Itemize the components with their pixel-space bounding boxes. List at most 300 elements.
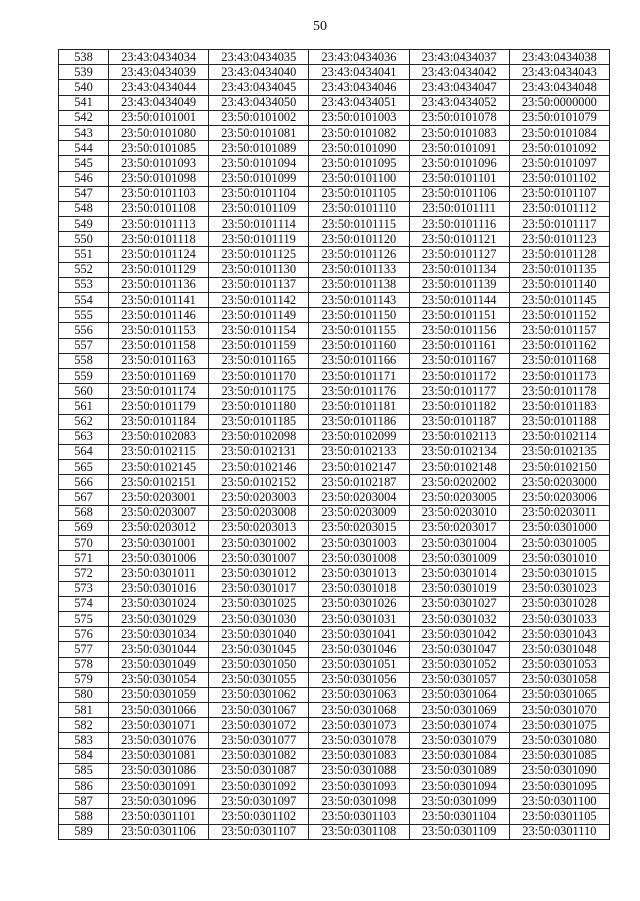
cadastral-codes-table bbox=[58, 49, 610, 840]
code-cell: 23:50:0101090 bbox=[309, 141, 409, 156]
code-cell: 23:50:0101092 bbox=[509, 141, 609, 156]
code-cell: 23:50:0101163 bbox=[109, 353, 209, 368]
code-cell: 23:50:0101114 bbox=[209, 217, 309, 232]
row-number-cell: 582 bbox=[59, 718, 109, 733]
code-cell: 23:50:0301073 bbox=[309, 718, 409, 733]
table-row bbox=[59, 703, 610, 718]
code-cell: 23:50:0101085 bbox=[109, 141, 209, 156]
code-cell: 23:50:0301067 bbox=[209, 703, 309, 718]
code-cell: 23:43:0434042 bbox=[409, 65, 509, 80]
row-number-cell: 541 bbox=[59, 95, 109, 110]
code-cell: 23:50:0101095 bbox=[309, 156, 409, 171]
code-cell: 23:50:0101158 bbox=[109, 338, 209, 353]
row-number-cell: 578 bbox=[59, 657, 109, 672]
table-row bbox=[59, 627, 610, 642]
code-cell: 23:50:0101174 bbox=[109, 384, 209, 399]
row-number-cell: 559 bbox=[59, 368, 109, 383]
code-cell: 23:50:0101117 bbox=[509, 217, 609, 232]
code-cell: 23:50:0101116 bbox=[409, 217, 509, 232]
code-cell: 23:50:0301041 bbox=[309, 627, 409, 642]
code-cell: 23:43:0434045 bbox=[209, 80, 309, 95]
table-row bbox=[59, 809, 610, 824]
table-row bbox=[59, 505, 610, 520]
code-cell: 23:50:0101101 bbox=[409, 171, 509, 186]
code-cell: 23:50:0101161 bbox=[409, 338, 509, 353]
code-cell: 23:50:0203012 bbox=[109, 520, 209, 535]
code-cell: 23:50:0301063 bbox=[309, 687, 409, 702]
row-number-cell: 567 bbox=[59, 490, 109, 505]
table-row bbox=[59, 293, 610, 308]
code-cell: 23:50:0101096 bbox=[409, 156, 509, 171]
code-cell: 23:50:0301017 bbox=[209, 581, 309, 596]
row-number-cell: 564 bbox=[59, 444, 109, 459]
row-number-cell: 588 bbox=[59, 809, 109, 824]
code-cell: 23:50:0102083 bbox=[109, 429, 209, 444]
code-cell: 23:50:0101127 bbox=[409, 247, 509, 262]
code-cell: 23:50:0102151 bbox=[109, 475, 209, 490]
code-cell: 23:50:0301034 bbox=[109, 627, 209, 642]
code-cell: 23:50:0301029 bbox=[109, 611, 209, 626]
code-cell: 23:50:0101139 bbox=[409, 277, 509, 292]
row-number-cell: 542 bbox=[59, 110, 109, 125]
table-row bbox=[59, 65, 610, 80]
code-cell: 23:50:0301003 bbox=[309, 536, 409, 551]
table-row bbox=[59, 672, 610, 687]
code-cell: 23:50:0101081 bbox=[209, 125, 309, 140]
code-cell: 23:50:0301074 bbox=[409, 718, 509, 733]
code-cell: 23:50:0102145 bbox=[109, 460, 209, 475]
row-number-cell: 569 bbox=[59, 520, 109, 535]
code-cell: 23:50:0301005 bbox=[509, 536, 609, 551]
code-cell: 23:43:0434034 bbox=[109, 50, 209, 65]
code-cell: 23:50:0301085 bbox=[509, 748, 609, 763]
code-cell: 23:50:0301068 bbox=[309, 703, 409, 718]
table-row bbox=[59, 125, 610, 140]
table-row bbox=[59, 536, 610, 551]
code-cell: 23:50:0301033 bbox=[509, 611, 609, 626]
code-cell: 23:50:0101188 bbox=[509, 414, 609, 429]
row-number-cell: 545 bbox=[59, 156, 109, 171]
code-cell: 23:50:0301081 bbox=[109, 748, 209, 763]
code-cell: 23:50:0301069 bbox=[409, 703, 509, 718]
row-number-cell: 577 bbox=[59, 642, 109, 657]
table-row bbox=[59, 566, 610, 581]
code-cell: 23:50:0101102 bbox=[509, 171, 609, 186]
code-cell: 23:50:0203017 bbox=[409, 520, 509, 535]
table-row bbox=[59, 596, 610, 611]
code-cell: 23:50:0101115 bbox=[309, 217, 409, 232]
code-cell: 23:43:0434048 bbox=[509, 80, 609, 95]
code-cell: 23:50:0101138 bbox=[309, 277, 409, 292]
row-number-cell: 566 bbox=[59, 475, 109, 490]
code-cell: 23:50:0301044 bbox=[109, 642, 209, 657]
table-row bbox=[59, 414, 610, 429]
code-cell: 23:50:0101118 bbox=[109, 232, 209, 247]
code-cell: 23:50:0301095 bbox=[509, 779, 609, 794]
code-cell: 23:50:0101184 bbox=[109, 414, 209, 429]
code-cell: 23:50:0301087 bbox=[209, 763, 309, 778]
code-cell: 23:50:0101104 bbox=[209, 186, 309, 201]
code-cell: 23:50:0301093 bbox=[309, 779, 409, 794]
code-cell: 23:43:0434044 bbox=[109, 80, 209, 95]
table-row bbox=[59, 490, 610, 505]
code-cell: 23:50:0101128 bbox=[509, 247, 609, 262]
code-cell: 23:50:0101121 bbox=[409, 232, 509, 247]
code-cell: 23:50:0101097 bbox=[509, 156, 609, 171]
code-cell: 23:50:0101136 bbox=[109, 277, 209, 292]
code-cell: 23:50:0202002 bbox=[409, 475, 509, 490]
code-cell: 23:50:0301056 bbox=[309, 672, 409, 687]
code-cell: 23:50:0101083 bbox=[409, 125, 509, 140]
code-cell: 23:50:0301043 bbox=[509, 627, 609, 642]
code-cell: 23:43:0434037 bbox=[409, 50, 509, 65]
code-cell: 23:50:0102115 bbox=[109, 444, 209, 459]
code-cell: 23:50:0301008 bbox=[309, 551, 409, 566]
code-cell: 23:50:0101089 bbox=[209, 141, 309, 156]
code-cell: 23:50:0101162 bbox=[509, 338, 609, 353]
code-cell: 23:50:0301024 bbox=[109, 596, 209, 611]
code-cell: 23:50:0301000 bbox=[509, 520, 609, 535]
table-row bbox=[59, 232, 610, 247]
code-cell: 23:50:0301052 bbox=[409, 657, 509, 672]
row-number-cell: 580 bbox=[59, 687, 109, 702]
code-cell: 23:43:0434036 bbox=[309, 50, 409, 65]
code-cell: 23:50:0101003 bbox=[309, 110, 409, 125]
code-cell: 23:50:0203006 bbox=[509, 490, 609, 505]
code-cell: 23:43:0434052 bbox=[409, 95, 509, 110]
code-cell: 23:50:0101098 bbox=[109, 171, 209, 186]
code-cell: 23:50:0101155 bbox=[309, 323, 409, 338]
code-cell: 23:43:0434047 bbox=[409, 80, 509, 95]
code-cell: 23:43:0434049 bbox=[109, 95, 209, 110]
code-cell: 23:50:0301064 bbox=[409, 687, 509, 702]
table-row bbox=[59, 323, 610, 338]
code-cell: 23:50:0203001 bbox=[109, 490, 209, 505]
code-cell: 23:50:0101183 bbox=[509, 399, 609, 414]
code-cell: 23:50:0301042 bbox=[409, 627, 509, 642]
row-number-cell: 579 bbox=[59, 672, 109, 687]
code-cell: 23:50:0301108 bbox=[309, 824, 409, 839]
code-cell: 23:50:0301104 bbox=[409, 809, 509, 824]
code-cell: 23:50:0301047 bbox=[409, 642, 509, 657]
code-cell: 23:50:0203000 bbox=[509, 475, 609, 490]
table-row bbox=[59, 718, 610, 733]
row-number-cell: 571 bbox=[59, 551, 109, 566]
code-cell: 23:50:0203008 bbox=[209, 505, 309, 520]
code-cell: 23:50:0301082 bbox=[209, 748, 309, 763]
code-cell: 23:50:0301019 bbox=[409, 581, 509, 596]
code-cell: 23:50:0101154 bbox=[209, 323, 309, 338]
code-cell: 23:43:0434039 bbox=[109, 65, 209, 80]
row-number-cell: 584 bbox=[59, 748, 109, 763]
code-cell: 23:50:0102146 bbox=[209, 460, 309, 475]
table-row bbox=[59, 384, 610, 399]
row-number-cell: 553 bbox=[59, 277, 109, 292]
table-row bbox=[59, 399, 610, 414]
code-cell: 23:50:0101109 bbox=[209, 201, 309, 216]
code-cell: 23:50:0101079 bbox=[509, 110, 609, 125]
table-row bbox=[59, 186, 610, 201]
code-cell: 23:50:0301109 bbox=[409, 824, 509, 839]
code-cell: 23:50:0301050 bbox=[209, 657, 309, 672]
code-cell: 23:50:0101168 bbox=[509, 353, 609, 368]
code-cell: 23:50:0101119 bbox=[209, 232, 309, 247]
code-cell: 23:50:0102147 bbox=[309, 460, 409, 475]
code-cell: 23:50:0101143 bbox=[309, 293, 409, 308]
row-number-cell: 581 bbox=[59, 703, 109, 718]
code-cell: 23:50:0101099 bbox=[209, 171, 309, 186]
code-cell: 23:50:0102099 bbox=[309, 429, 409, 444]
code-cell: 23:50:0301031 bbox=[309, 611, 409, 626]
table-row bbox=[59, 156, 610, 171]
code-cell: 23:50:0301011 bbox=[109, 566, 209, 581]
code-cell: 23:50:0101110 bbox=[309, 201, 409, 216]
code-cell: 23:50:0301040 bbox=[209, 627, 309, 642]
code-cell: 23:50:0101100 bbox=[309, 171, 409, 186]
row-number-cell: 550 bbox=[59, 232, 109, 247]
row-number-cell: 540 bbox=[59, 80, 109, 95]
row-number-cell: 575 bbox=[59, 611, 109, 626]
code-cell: 23:50:0101094 bbox=[209, 156, 309, 171]
code-cell: 23:50:0101146 bbox=[109, 308, 209, 323]
code-cell: 23:50:0301032 bbox=[409, 611, 509, 626]
code-cell: 23:50:0101140 bbox=[509, 277, 609, 292]
code-cell: 23:50:0101133 bbox=[309, 262, 409, 277]
code-cell: 23:50:0301013 bbox=[309, 566, 409, 581]
table-row bbox=[59, 171, 610, 186]
code-cell: 23:50:0301079 bbox=[409, 733, 509, 748]
code-cell: 23:50:0101125 bbox=[209, 247, 309, 262]
code-cell: 23:50:0301071 bbox=[109, 718, 209, 733]
code-cell: 23:50:0102150 bbox=[509, 460, 609, 475]
table-row bbox=[59, 794, 610, 809]
row-number-cell: 586 bbox=[59, 779, 109, 794]
code-cell: 23:50:0101175 bbox=[209, 384, 309, 399]
code-cell: 23:50:0301100 bbox=[509, 794, 609, 809]
code-cell: 23:43:0434035 bbox=[209, 50, 309, 65]
table-row bbox=[59, 217, 610, 232]
table-body bbox=[59, 50, 610, 840]
code-cell: 23:50:0203010 bbox=[409, 505, 509, 520]
code-cell: 23:50:0101166 bbox=[309, 353, 409, 368]
code-cell: 23:50:0203005 bbox=[409, 490, 509, 505]
code-cell: 23:50:0301070 bbox=[509, 703, 609, 718]
code-cell: 23:50:0301097 bbox=[209, 794, 309, 809]
code-cell: 23:50:0101135 bbox=[509, 262, 609, 277]
code-cell: 23:50:0101142 bbox=[209, 293, 309, 308]
code-cell: 23:50:0101179 bbox=[109, 399, 209, 414]
code-cell: 23:50:0301094 bbox=[409, 779, 509, 794]
code-cell: 23:43:0434043 bbox=[509, 65, 609, 80]
code-cell: 23:50:0301028 bbox=[509, 596, 609, 611]
row-number-cell: 560 bbox=[59, 384, 109, 399]
code-cell: 23:50:0301053 bbox=[509, 657, 609, 672]
code-cell: 23:50:0301107 bbox=[209, 824, 309, 839]
row-number-cell: 556 bbox=[59, 323, 109, 338]
code-cell: 23:50:0101105 bbox=[309, 186, 409, 201]
table-row bbox=[59, 201, 610, 216]
table-row bbox=[59, 657, 610, 672]
code-cell: 23:50:0102133 bbox=[309, 444, 409, 459]
code-cell: 23:50:0101130 bbox=[209, 262, 309, 277]
code-cell: 23:50:0101144 bbox=[409, 293, 509, 308]
table-row bbox=[59, 262, 610, 277]
code-cell: 23:50:0301001 bbox=[109, 536, 209, 551]
code-cell: 23:50:0101120 bbox=[309, 232, 409, 247]
code-cell: 23:50:0101134 bbox=[409, 262, 509, 277]
code-cell: 23:50:0101149 bbox=[209, 308, 309, 323]
row-number-cell: 562 bbox=[59, 414, 109, 429]
table-row bbox=[59, 368, 610, 383]
code-cell: 23:50:0301025 bbox=[209, 596, 309, 611]
table-row bbox=[59, 247, 610, 262]
code-cell: 23:50:0301015 bbox=[509, 566, 609, 581]
code-cell: 23:43:0434051 bbox=[309, 95, 409, 110]
code-cell: 23:50:0301002 bbox=[209, 536, 309, 551]
table-row bbox=[59, 520, 610, 535]
code-cell: 23:50:0101103 bbox=[109, 186, 209, 201]
row-number-cell: 543 bbox=[59, 125, 109, 140]
code-cell: 23:50:0301014 bbox=[409, 566, 509, 581]
table-row bbox=[59, 110, 610, 125]
code-cell: 23:50:0101181 bbox=[309, 399, 409, 414]
row-number-cell: 538 bbox=[59, 50, 109, 65]
code-cell: 23:50:0101187 bbox=[409, 414, 509, 429]
row-number-cell: 549 bbox=[59, 217, 109, 232]
code-cell: 23:50:0301086 bbox=[109, 763, 209, 778]
code-cell: 23:50:0301049 bbox=[109, 657, 209, 672]
row-number-cell: 552 bbox=[59, 262, 109, 277]
row-number-cell: 589 bbox=[59, 824, 109, 839]
code-cell: 23:50:0102152 bbox=[209, 475, 309, 490]
code-cell: 23:50:0301058 bbox=[509, 672, 609, 687]
code-cell: 23:50:0101145 bbox=[509, 293, 609, 308]
page-number: 50 bbox=[313, 19, 327, 34]
row-number-cell: 563 bbox=[59, 429, 109, 444]
code-cell: 23:50:0301057 bbox=[409, 672, 509, 687]
table-row bbox=[59, 338, 610, 353]
code-cell: 23:50:0301007 bbox=[209, 551, 309, 566]
code-cell: 23:50:0301045 bbox=[209, 642, 309, 657]
code-cell: 23:50:0301099 bbox=[409, 794, 509, 809]
code-cell: 23:50:0101159 bbox=[209, 338, 309, 353]
code-cell: 23:50:0101165 bbox=[209, 353, 309, 368]
row-number-cell: 572 bbox=[59, 566, 109, 581]
row-number-cell: 551 bbox=[59, 247, 109, 262]
table-row bbox=[59, 687, 610, 702]
code-cell: 23:50:0203003 bbox=[209, 490, 309, 505]
code-cell: 23:50:0101180 bbox=[209, 399, 309, 414]
code-cell: 23:50:0101178 bbox=[509, 384, 609, 399]
code-cell: 23:50:0301078 bbox=[309, 733, 409, 748]
table-row bbox=[59, 429, 610, 444]
code-cell: 23:50:0301059 bbox=[109, 687, 209, 702]
code-cell: 23:50:0101176 bbox=[309, 384, 409, 399]
code-cell: 23:50:0101151 bbox=[409, 308, 509, 323]
code-cell: 23:50:0301089 bbox=[409, 763, 509, 778]
code-cell: 23:50:0301091 bbox=[109, 779, 209, 794]
row-number-cell: 544 bbox=[59, 141, 109, 156]
table-row bbox=[59, 353, 610, 368]
code-cell: 23:50:0101141 bbox=[109, 293, 209, 308]
code-cell: 23:50:0101093 bbox=[109, 156, 209, 171]
code-cell: 23:50:0203009 bbox=[309, 505, 409, 520]
code-cell: 23:43:0434046 bbox=[309, 80, 409, 95]
code-cell: 23:50:0301051 bbox=[309, 657, 409, 672]
row-number-cell: 585 bbox=[59, 763, 109, 778]
code-cell: 23:50:0101129 bbox=[109, 262, 209, 277]
code-cell: 23:50:0101170 bbox=[209, 368, 309, 383]
code-cell: 23:50:0101124 bbox=[109, 247, 209, 262]
table-row bbox=[59, 642, 610, 657]
code-cell: 23:50:0101084 bbox=[509, 125, 609, 140]
code-cell: 23:50:0101173 bbox=[509, 368, 609, 383]
code-cell: 23:43:0434040 bbox=[209, 65, 309, 80]
table-row bbox=[59, 50, 610, 65]
code-cell: 23:50:0301102 bbox=[209, 809, 309, 824]
code-cell: 23:50:0301026 bbox=[309, 596, 409, 611]
code-cell: 23:50:0101113 bbox=[109, 217, 209, 232]
code-cell: 23:50:0101177 bbox=[409, 384, 509, 399]
table-row bbox=[59, 308, 610, 323]
code-cell: 23:50:0301103 bbox=[309, 809, 409, 824]
code-cell: 23:50:0101001 bbox=[109, 110, 209, 125]
code-cell: 23:50:0301106 bbox=[109, 824, 209, 839]
code-cell: 23:50:0301110 bbox=[509, 824, 609, 839]
code-cell: 23:50:0102131 bbox=[209, 444, 309, 459]
code-cell: 23:50:0101123 bbox=[509, 232, 609, 247]
code-cell: 23:50:0102114 bbox=[509, 429, 609, 444]
code-cell: 23:50:0101091 bbox=[409, 141, 509, 156]
code-cell: 23:50:0301016 bbox=[109, 581, 209, 596]
code-cell: 23:43:0434041 bbox=[309, 65, 409, 80]
table-row bbox=[59, 551, 610, 566]
code-cell: 23:50:0102098 bbox=[209, 429, 309, 444]
code-cell: 23:50:0301065 bbox=[509, 687, 609, 702]
row-number-cell: 561 bbox=[59, 399, 109, 414]
code-cell: 23:50:0301092 bbox=[209, 779, 309, 794]
row-number-cell: 557 bbox=[59, 338, 109, 353]
code-cell: 23:50:0101152 bbox=[509, 308, 609, 323]
code-cell: 23:50:0301083 bbox=[309, 748, 409, 763]
code-cell: 23:50:0301075 bbox=[509, 718, 609, 733]
code-cell: 23:50:0101126 bbox=[309, 247, 409, 262]
row-number-cell: 576 bbox=[59, 627, 109, 642]
code-cell: 23:43:0434050 bbox=[209, 95, 309, 110]
code-cell: 23:50:0101157 bbox=[509, 323, 609, 338]
table-row bbox=[59, 80, 610, 95]
code-cell: 23:50:0301048 bbox=[509, 642, 609, 657]
code-cell: 23:50:0203013 bbox=[209, 520, 309, 535]
table-row bbox=[59, 763, 610, 778]
code-cell: 23:50:0101080 bbox=[109, 125, 209, 140]
code-cell: 23:50:0301012 bbox=[209, 566, 309, 581]
code-cell: 23:50:0101182 bbox=[409, 399, 509, 414]
row-number-cell: 568 bbox=[59, 505, 109, 520]
code-cell: 23:50:0101171 bbox=[309, 368, 409, 383]
row-number-cell: 565 bbox=[59, 460, 109, 475]
code-cell: 23:50:0301080 bbox=[509, 733, 609, 748]
code-cell: 23:50:0301006 bbox=[109, 551, 209, 566]
code-cell: 23:50:0101137 bbox=[209, 277, 309, 292]
table-row bbox=[59, 581, 610, 596]
row-number-cell: 583 bbox=[59, 733, 109, 748]
code-cell: 23:50:0101153 bbox=[109, 323, 209, 338]
table-row bbox=[59, 460, 610, 475]
table-row bbox=[59, 277, 610, 292]
table-row bbox=[59, 779, 610, 794]
table-row bbox=[59, 733, 610, 748]
